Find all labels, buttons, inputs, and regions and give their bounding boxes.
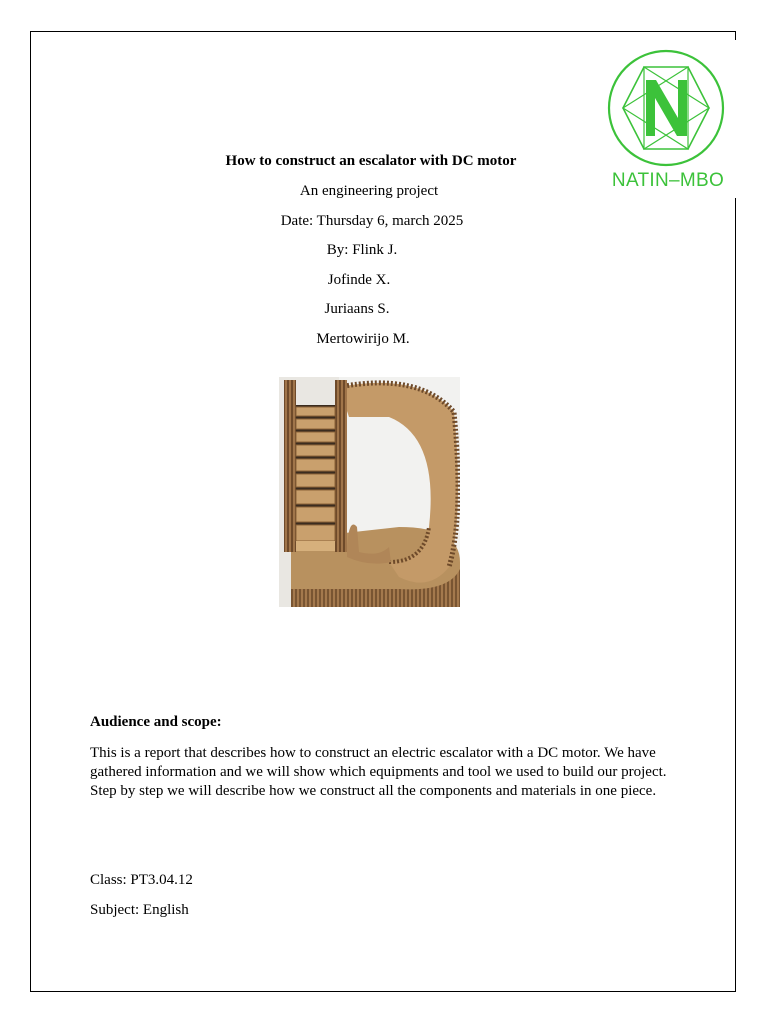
subject-line: Subject: English <box>90 902 189 918</box>
author-line: Mertowirijo M. <box>316 331 410 347</box>
document-date: Date: Thursday 6, march 2025 <box>280 213 464 229</box>
natin-mbo-logo <box>598 40 738 198</box>
logo-wordmark: NATIN–MBO <box>611 170 725 191</box>
document-title: How to construct an escalator with DC motor <box>225 153 517 169</box>
author-line: By: Flink J. <box>326 242 398 258</box>
document-subtitle: An engineering project <box>299 183 439 199</box>
audience-paragraph: This is a report that describes how to construct an electric escalator with a DC motor. We have gathered information and we will show which equipments and tool we used to build our project. Step by step we will describe how we construct all the components and materials in one piece. <box>90 745 667 799</box>
author-line: Jofinde X. <box>327 272 391 288</box>
section-heading: Audience and scope: <box>90 714 222 730</box>
escalator-model-photo <box>279 377 460 607</box>
logo-emblem-icon <box>598 40 738 170</box>
class-line: Class: PT3.04.12 <box>90 872 193 888</box>
author-line: Juriaans S. <box>324 301 390 317</box>
